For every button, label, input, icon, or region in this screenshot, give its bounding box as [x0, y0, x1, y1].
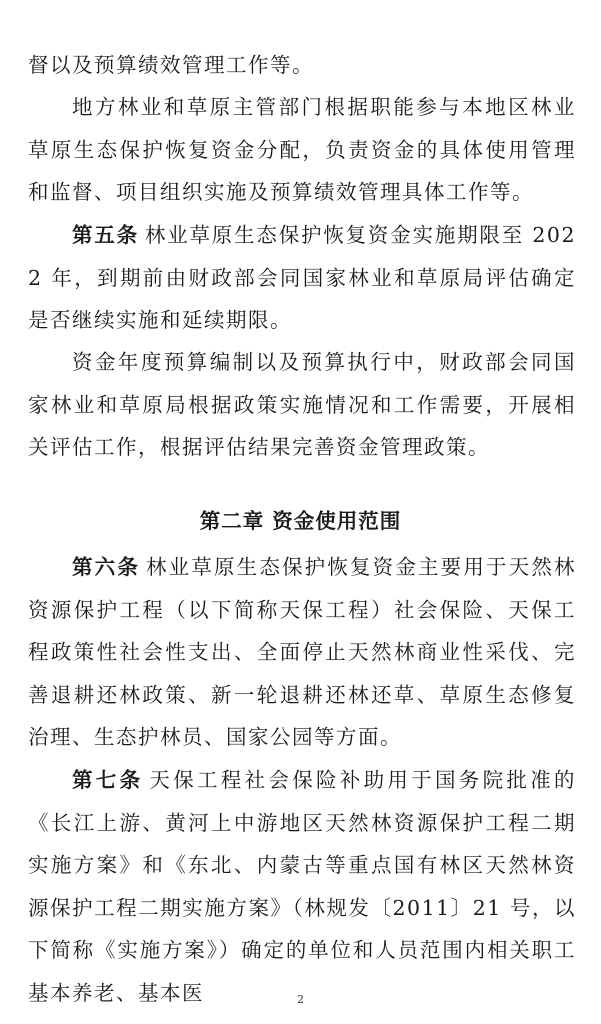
article-number: 第六条	[72, 555, 140, 579]
chapter-title: 资金使用范围	[272, 509, 402, 533]
page-number: 2	[297, 993, 304, 1006]
paragraph-annual-budget	[28, 341, 576, 469]
article-6	[28, 546, 576, 759]
chapter-heading	[0, 504, 601, 534]
paragraph-text: 林业草原生态保护恢复资金主要用于天然林资源保护工程（以下简称天保工程）社会保险、天保工程政策性社会性支出、全面停止天然林商业性采伐、完善退耕还林政策、新一轮退耕还林还草、草原生态修复治理、生态护林员、国家公园等方面。	[28, 555, 576, 750]
chapter-number: 第二章	[199, 509, 265, 533]
paragraph-continuation	[28, 44, 576, 87]
paragraph-text: 林业草原生态保护恢复资金实施期限至 2022 年，到期前由财政部会同国家林业和草原局评估确定是否继续实施和延续期限。	[28, 223, 576, 333]
paragraph-text: 督以及预算绩效管理工作等。	[28, 53, 314, 77]
paragraph-text: 天保工程社会保险补助用于国务院批准的《长江上游、黄河上中游地区天然林资源保护工程二期实施方案》和《东北、内蒙古等重点国有林区天然林资源保护工程二期实施方案》（林规发〔2011〕21 号，以下简称《实施方案》）确定的单位和人员范围内相关职工基本养老、基本医	[28, 768, 577, 1005]
article-number: 第七条	[72, 768, 144, 792]
article-5	[28, 214, 576, 342]
paragraph-text: 资金年度预算编制以及预算执行中，财政部会同国家林业和草原局根据政策实施情况和工作需要，开展相关评估工作，根据评估结果完善资金管理政策。	[28, 350, 576, 460]
article-7	[28, 759, 576, 1015]
article-number: 第五条	[72, 223, 139, 247]
paragraph-text: 地方林业和草原主管部门根据职能参与本地区林业草原生态保护恢复资金分配，负责资金的具体使用管理和监督、项目组织实施及预算绩效管理具体工作等。	[28, 95, 576, 205]
paragraph-local-departments	[28, 86, 576, 214]
